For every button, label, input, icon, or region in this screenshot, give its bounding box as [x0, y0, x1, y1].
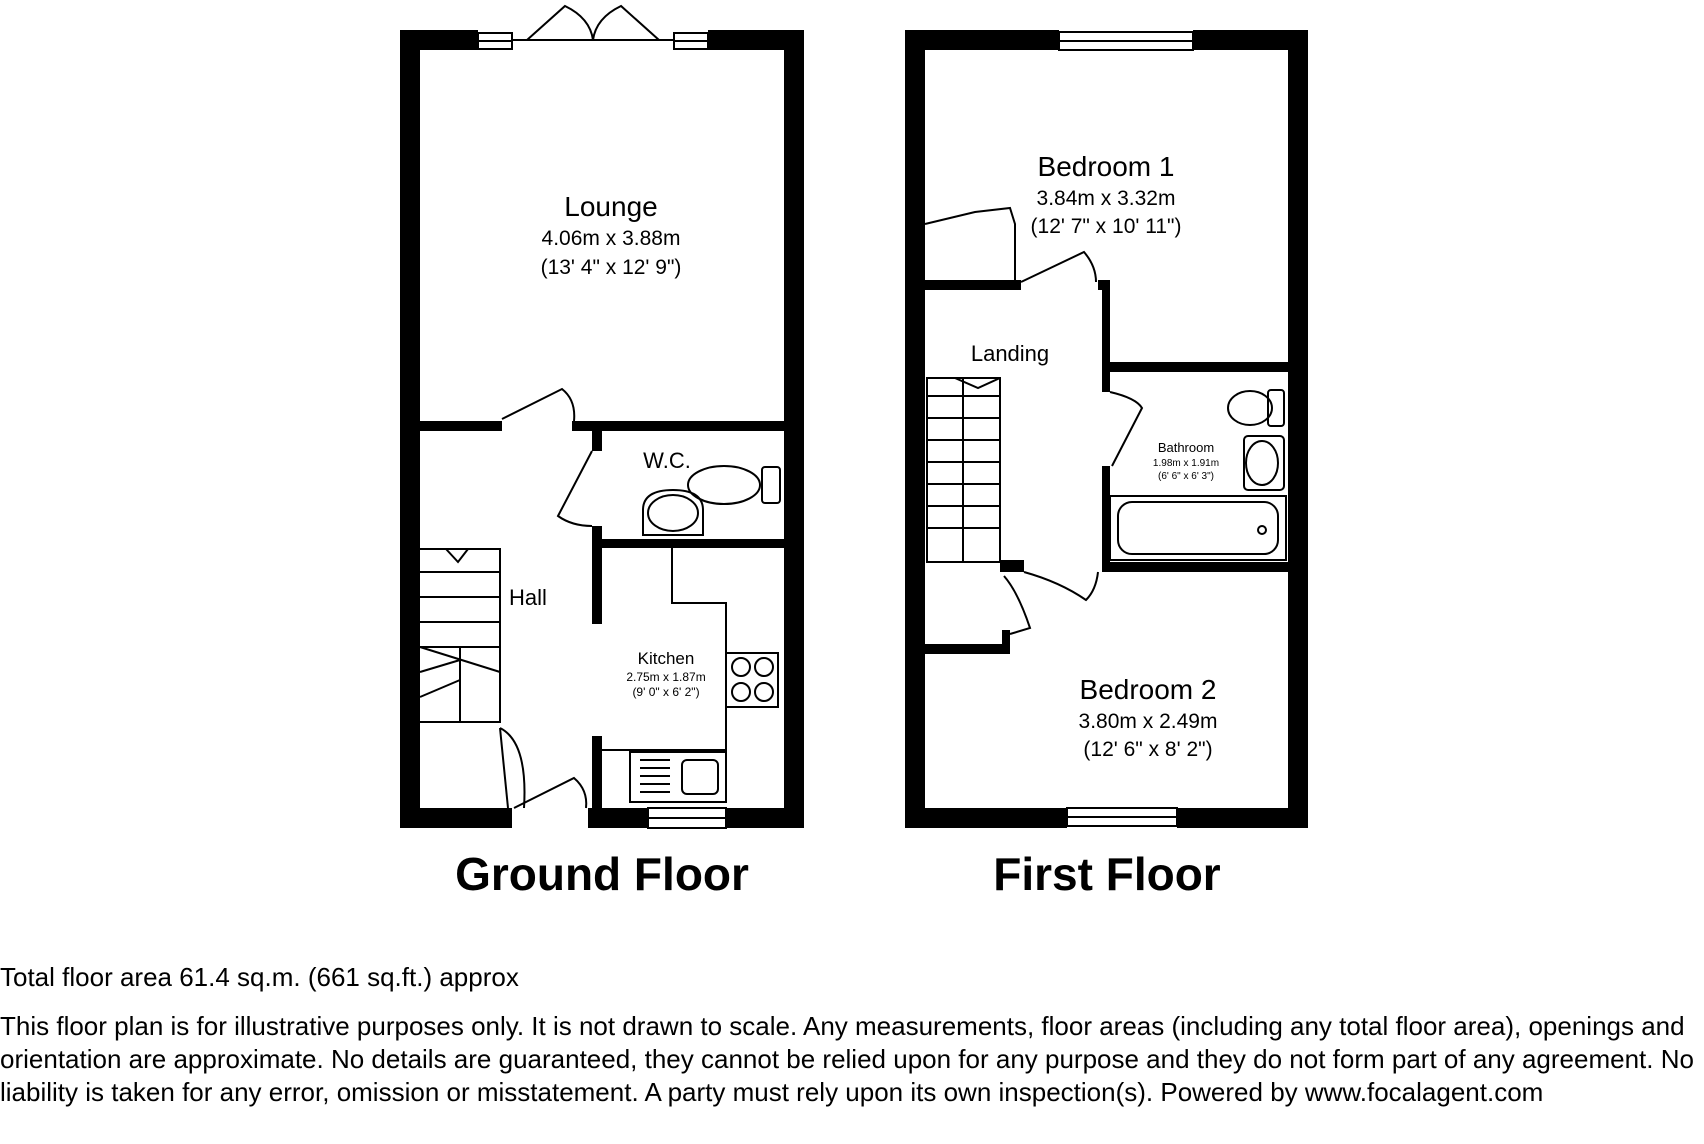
- first-floor-plan: [905, 30, 1308, 828]
- wc-toilet-icon: [688, 466, 780, 504]
- first-floor-staircase: [927, 378, 1000, 562]
- hall-label: Hall: [509, 585, 547, 610]
- bathroom-dimensions-metric: 1.98m x 1.91m: [1152, 458, 1220, 469]
- lounge-door-swing: [502, 389, 574, 421]
- bedroom2-dimensions-imperial: (12' 6" x 8' 2"): [1083, 738, 1213, 761]
- cupboard-door-swing: [1004, 576, 1030, 634]
- lounge-dimensions-imperial: (13' 4" x 12' 9"): [540, 256, 682, 279]
- bedroom2-label: Bedroom 2: [1079, 674, 1217, 705]
- bedroom1-dimensions-metric: 3.84m x 3.32m: [1036, 187, 1176, 210]
- bathroom-dimensions-imperial: (6' 6" x 6' 3"): [1158, 471, 1214, 482]
- kitchen-dimensions-imperial: (9' 0" x 6' 2"): [632, 685, 700, 699]
- ground-floor-title: Ground Floor: [455, 848, 749, 900]
- ground-floor-plan: [400, 6, 804, 828]
- wc-label: W.C.: [643, 448, 691, 473]
- kitchen-window: [648, 808, 726, 828]
- bedroom2-window: [1067, 808, 1177, 826]
- front-door-swing: [500, 728, 586, 808]
- bathroom-door-swing: [1110, 392, 1142, 466]
- kitchen-label: Kitchen: [637, 649, 695, 668]
- first-floor-labels: [971, 151, 1219, 761]
- ground-floor-staircase: [420, 549, 500, 722]
- total-floor-area: Total floor area 61.4 sq.m. (661 sq.ft.) approx: [0, 962, 519, 992]
- bathtub-icon: [1110, 496, 1286, 560]
- first-floor-title: First Floor: [993, 848, 1221, 900]
- lounge-dimensions-metric: 4.06m x 3.88m: [541, 227, 681, 250]
- kitchen-hob-icon: [726, 653, 778, 707]
- bathroom-label: Bathroom: [1157, 440, 1215, 455]
- wc-door-swing: [558, 451, 592, 526]
- first-floor-internal-walls: [925, 280, 1288, 654]
- bedroom1-dimensions-imperial: (12' 7" x 10' 11"): [1030, 215, 1182, 238]
- lounge-patio-doors: [478, 6, 708, 49]
- landing-label: Landing: [970, 341, 1050, 366]
- kitchen-sink-icon: [630, 752, 726, 802]
- bedroom1-window: [1059, 32, 1193, 50]
- lounge-label: Lounge: [564, 191, 658, 222]
- bedroom2-door-swing: [1024, 572, 1098, 600]
- first-floor-outer-walls: [905, 30, 1308, 828]
- bathroom-basin-icon: [1244, 436, 1284, 490]
- bedroom1-cupboard: [925, 208, 1015, 280]
- bedroom2-dimensions-metric: 3.80m x 2.49m: [1078, 710, 1218, 733]
- ground-floor-labels: [509, 191, 706, 699]
- kitchen-dimensions-metric: 2.75m x 1.87m: [626, 670, 706, 684]
- disclaimer-text: This floor plan is for illustrative purposes only. It is not drawn to scale. Any measurements, floor areas (including any total floor area), openings and orientation are approximate. No details are guaranteed, they cannot be relied upon for any purpose and they do not form part of any agreement. No liability is taken for any error, omission or misstatement. A party must rely upon its own inspection(s). Powered by www.focalagent.com: [0, 1011, 1694, 1107]
- bedroom1-label: Bedroom 1: [1037, 151, 1175, 182]
- bathroom-toilet-icon: [1228, 390, 1284, 426]
- bedroom1-door-swing: [1021, 252, 1096, 282]
